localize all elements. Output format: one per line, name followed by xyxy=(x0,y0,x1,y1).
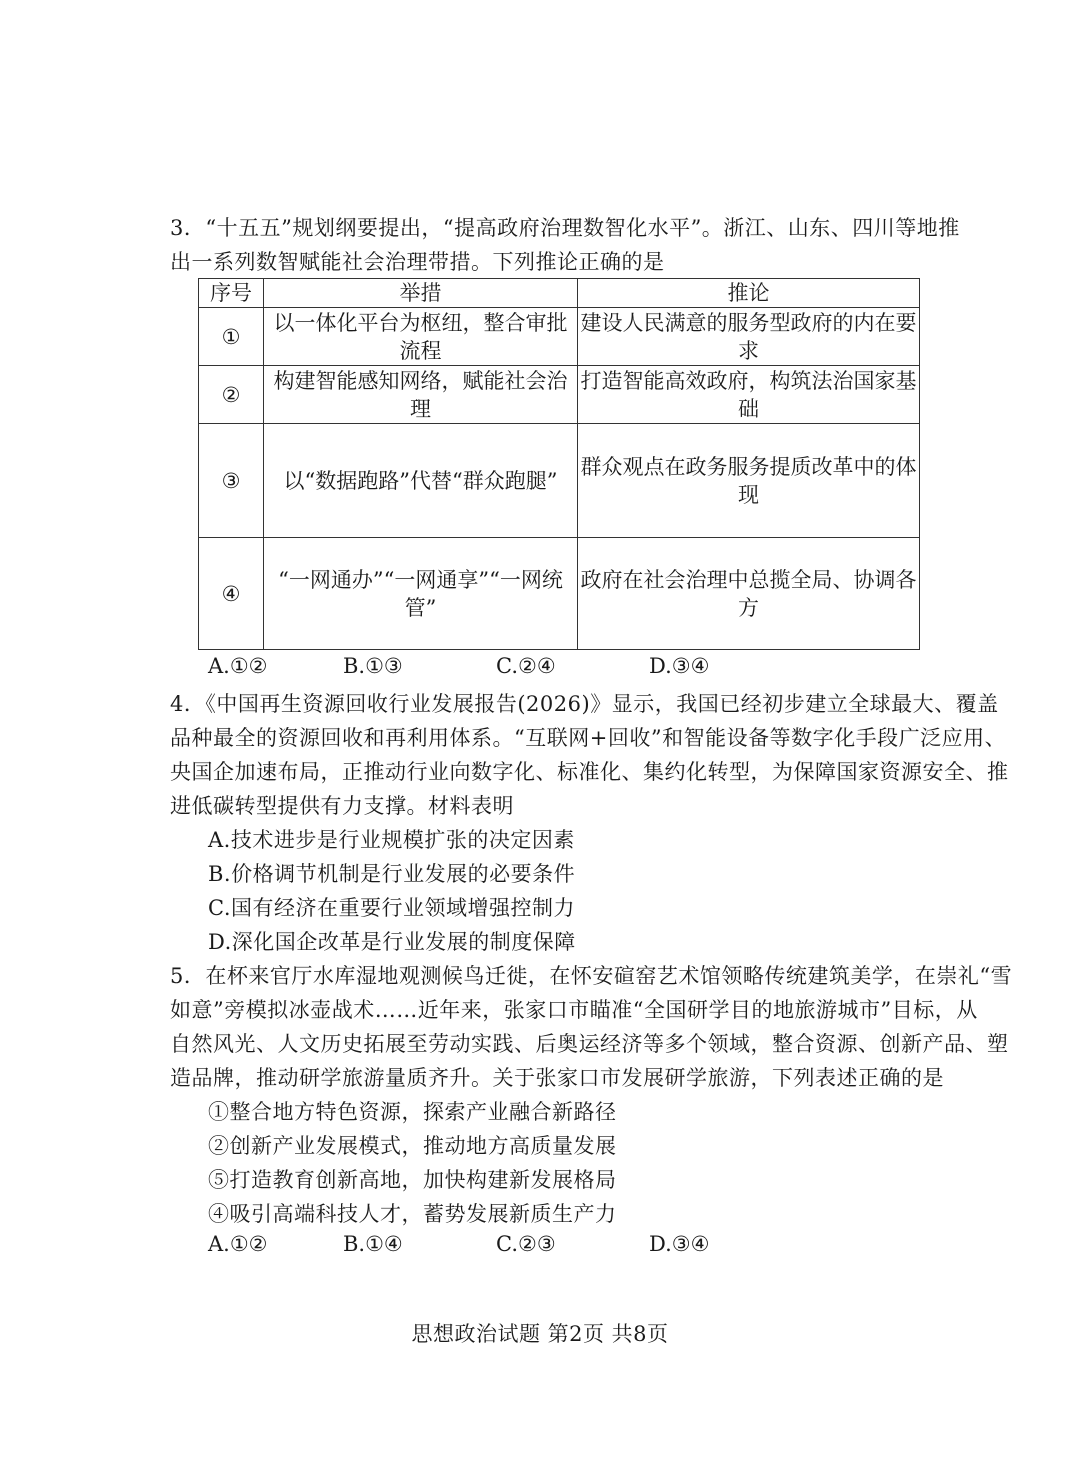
q3-stem-line-1: 3．“十五五”规划纲要提出，“提高政府治理数智化水平”。浙江、山东、四川等地推 xyxy=(170,216,960,240)
q5-statement-2: ②创新产业发展模式，推动地方高质量发展 xyxy=(208,1134,617,1158)
q5-stem-line-2: 如意”旁模拟冰壶战术……近年来，张家口市瞄准“全国研学目的地旅游城市”目标，从 xyxy=(170,998,978,1022)
q5-option-b[interactable]: B.①④ xyxy=(343,1232,403,1256)
row-inference: 群众观点在政务服务提质改革中的体现 xyxy=(578,424,920,538)
row-number: ④ xyxy=(199,538,264,650)
q5-option-d[interactable]: D.③④ xyxy=(649,1232,710,1256)
row-number: ③ xyxy=(199,424,264,538)
table-header-measure: 举措 xyxy=(264,279,578,308)
q4-stem-line-1: 4．《中国再生资源回收行业发展报告(2026)》显示，我国已经初步建立全球最大、覆盖 xyxy=(170,692,999,716)
row-inference: 政府在社会治理中总揽全局、协调各方 xyxy=(578,538,920,650)
row-inference: 建设人民满意的服务型政府的内在要求 xyxy=(578,308,920,366)
q3-options xyxy=(208,654,828,684)
q3-option-b[interactable]: B.①③ xyxy=(343,654,403,678)
q3-option-d[interactable]: D.③④ xyxy=(649,654,710,678)
page-footer: 思想政治试题 第2页 共8页 xyxy=(411,1322,669,1346)
q5-statement-3: ⑤打造教育创新高地，加快构建新发展格局 xyxy=(208,1168,617,1192)
q3-stem-line-2: 出一系列数智赋能社会治理带措。下列推论正确的是 xyxy=(170,250,665,274)
q4-stem-line-3: 央国企加速布局，正推动行业向数字化、标准化、集约化转型，为保障国家资源安全、推 xyxy=(170,760,1009,784)
q3-table xyxy=(198,278,920,650)
q4-option-a[interactable]: A.技术进步是行业规模扩张的决定因素 xyxy=(208,828,575,852)
table-header-inference: 推论 xyxy=(578,279,920,308)
table-row xyxy=(199,308,920,366)
table-row xyxy=(199,538,920,650)
row-measure: 构建智能感知网络，赋能社会治理 xyxy=(264,366,578,424)
q4-stem-line-4: 进低碳转型提供有力支撑。材料表明 xyxy=(170,794,514,818)
q4-option-c[interactable]: C.国有经济在重要行业领域增强控制力 xyxy=(208,896,575,920)
row-number: ① xyxy=(199,308,264,366)
table-header-number: 序号 xyxy=(199,279,264,308)
row-inference: 打造智能高效政府，构筑法治国家基础 xyxy=(578,366,920,424)
table-header-row xyxy=(199,279,920,308)
q5-option-c[interactable]: C.②③ xyxy=(496,1232,556,1256)
q4-stem-line-2: 品种最全的资源回收和再利用体系。“互联网+回收”和智能设备等数字化手段广泛应用、 xyxy=(170,726,1007,750)
q4-option-d[interactable]: D.深化国企改革是行业发展的制度保障 xyxy=(208,930,576,954)
q5-options xyxy=(208,1232,828,1262)
q5-stem-line-3: 自然风光、人文历史拓展至劳动实践、后奥运经济等多个领域，整合资源、创新产品、塑 xyxy=(170,1032,1009,1056)
row-number: ② xyxy=(199,366,264,424)
q5-statement-1: ①整合地方特色资源，探索产业融合新路径 xyxy=(208,1100,617,1124)
q4-option-b[interactable]: B.价格调节机制是行业发展的必要条件 xyxy=(208,862,576,886)
row-measure: 以一体化平台为枢纽，整合审批流程 xyxy=(264,308,578,366)
q5-option-a[interactable]: A.①② xyxy=(208,1232,268,1256)
row-measure: 以“数据跑路”代替“群众跑腿” xyxy=(264,424,578,538)
q3-option-a[interactable]: A.①② xyxy=(208,654,268,678)
row-measure: “一网通办”“一网通享”“一网统管” xyxy=(264,538,578,650)
q3-option-c[interactable]: C.②④ xyxy=(496,654,556,678)
table-row xyxy=(199,424,920,538)
q5-stem-line-1: 5．在杯来官厅水库湿地观测候鸟迁徙，在怀安碹窑艺术馆领略传统建筑美学，在崇礼“雪 xyxy=(170,964,1013,988)
table-row xyxy=(199,366,920,424)
q5-stem-line-4: 造品牌，推动研学旅游量质齐升。关于张家口市发展研学旅游，下列表述正确的是 xyxy=(170,1066,944,1090)
q5-statement-4: ④吸引高端科技人才，蓄势发展新质生产力 xyxy=(208,1202,617,1226)
